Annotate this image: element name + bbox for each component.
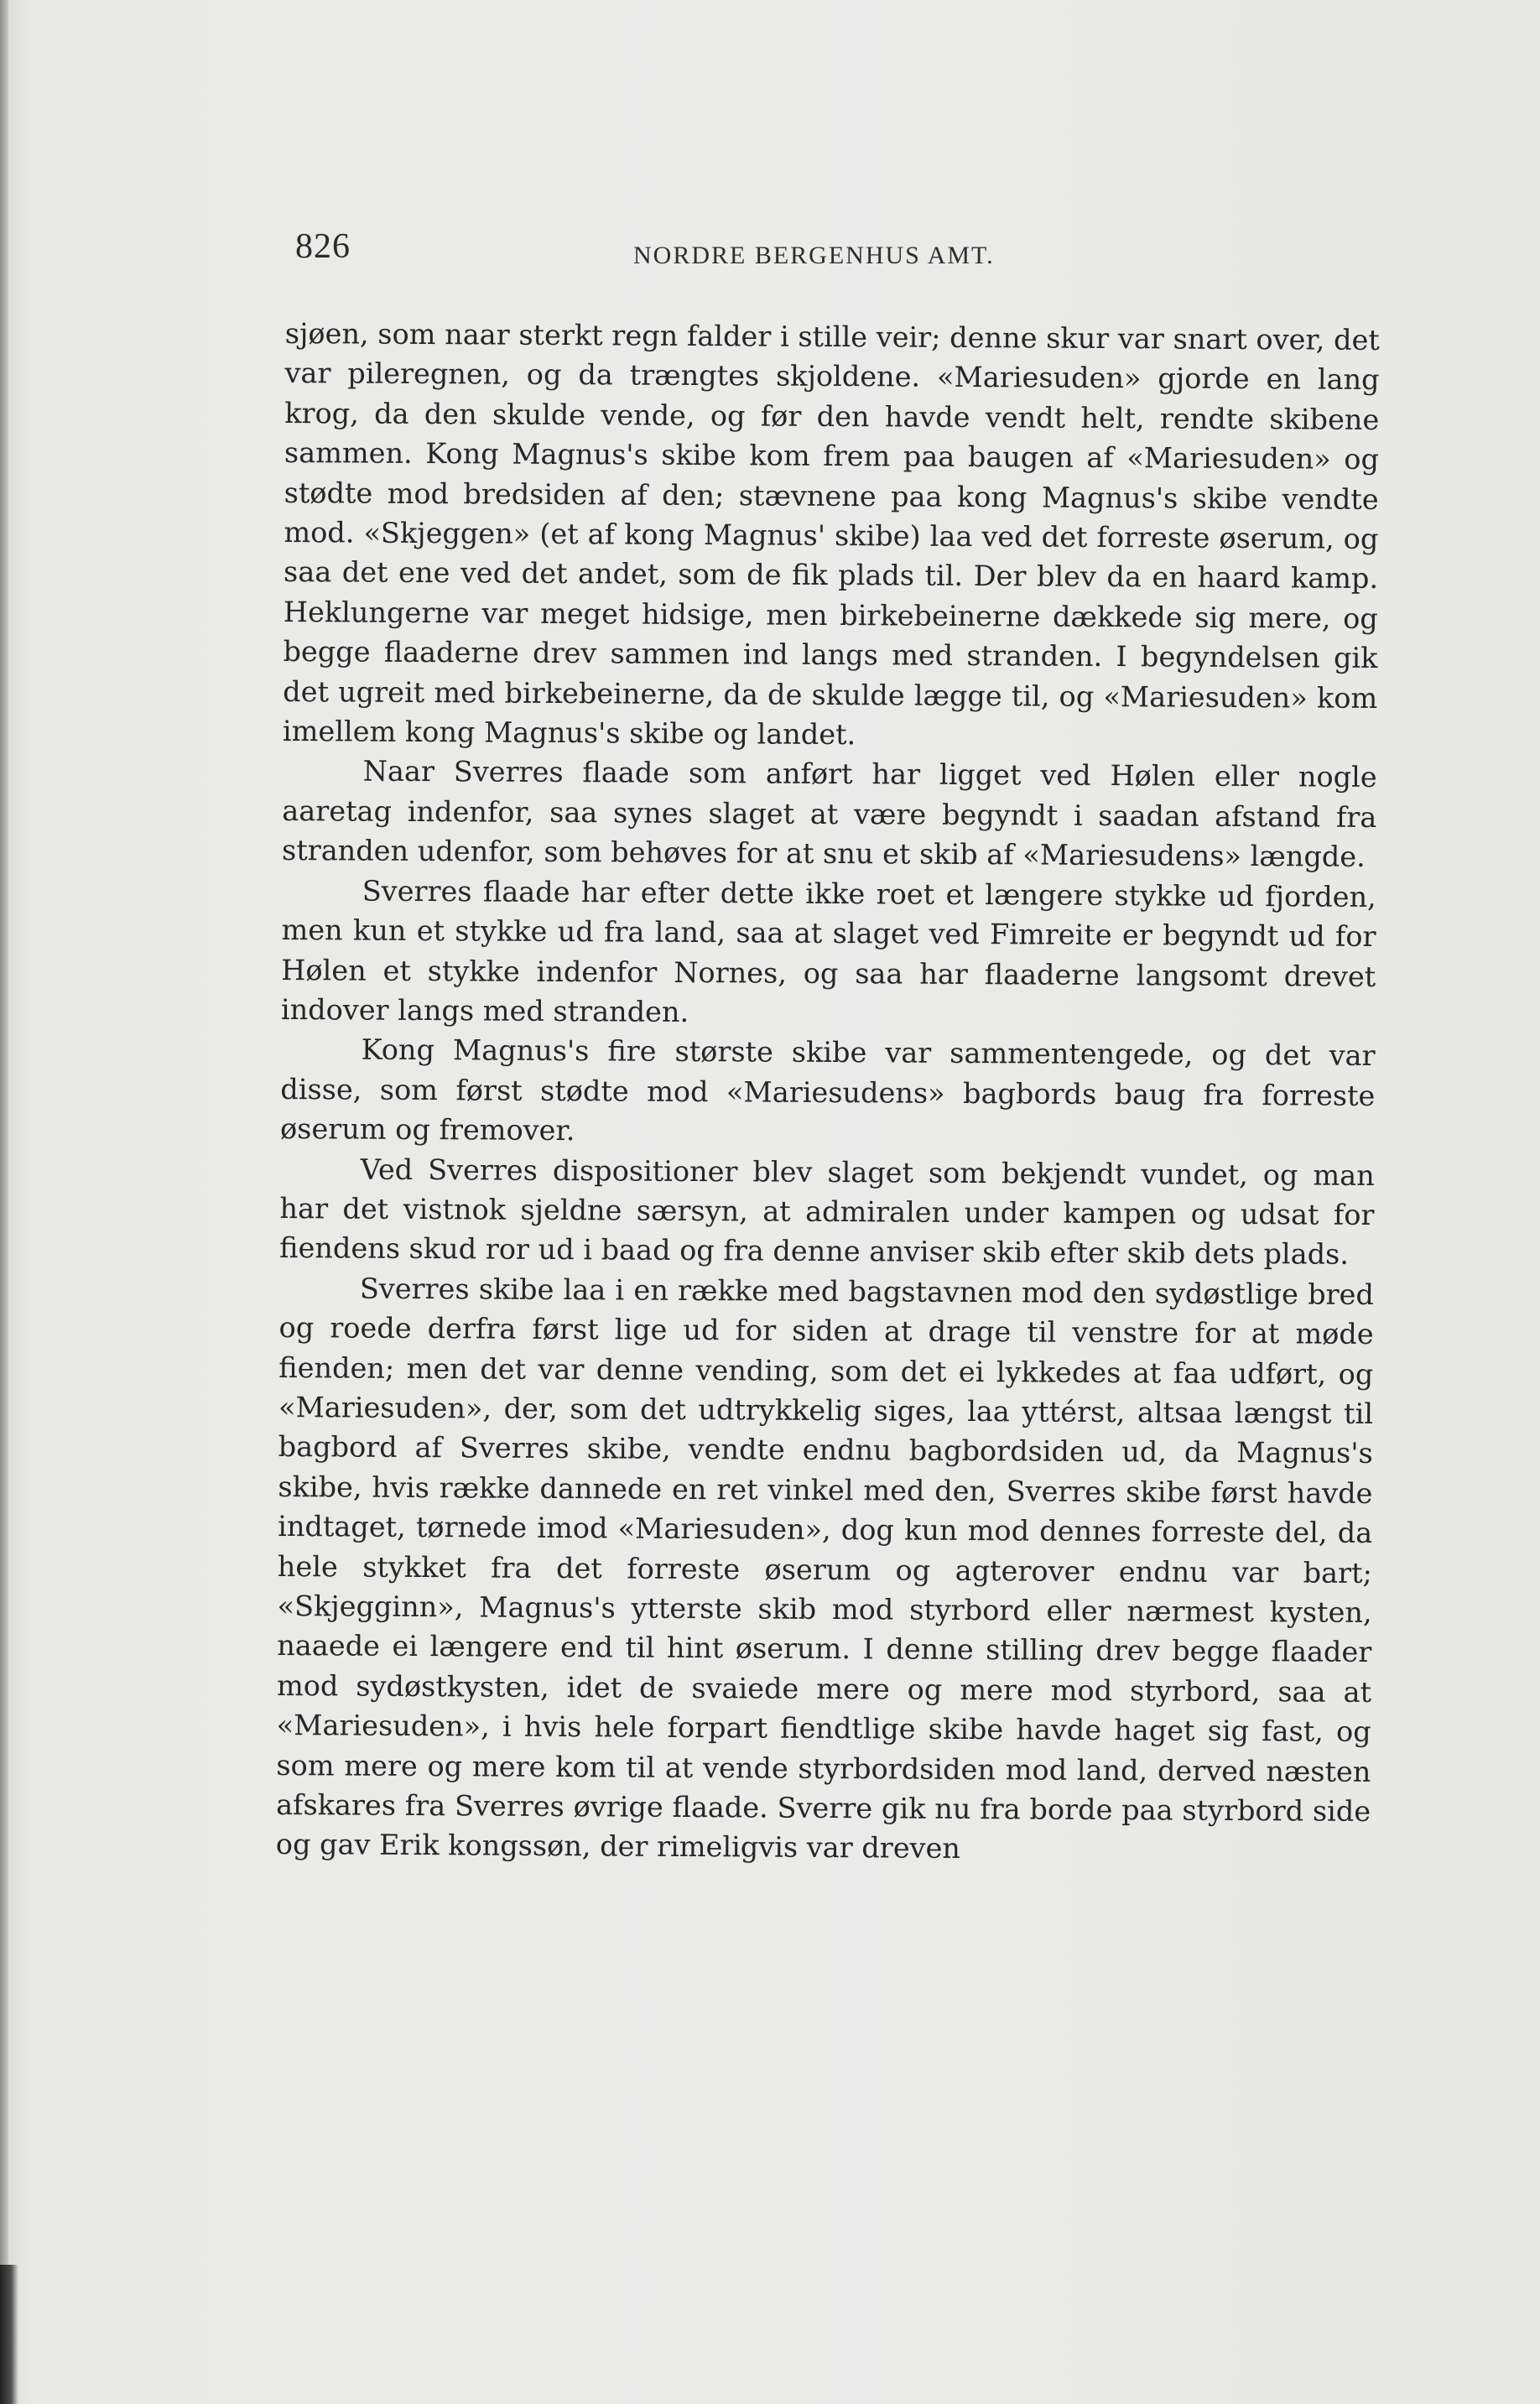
page-edge-shadow bbox=[0, 0, 8, 2404]
page-number: 826 bbox=[295, 227, 351, 266]
paragraph-6: Sverres skibe laa i en række med bagstavnen mod den sydøstlige bred og roede derfra først lige ud for siden at drage til venstre for at møde fienden; men det var denne vending, som det ei lykkedes at faa udført, og «Mariesuden», der, som det udtrykkelig siges, laa yttérst, altsaa længst til bagbord af Sverres skibe, vendte endnu bagbordsiden ud, da Magnus's skibe, hvis række dannede en ret vinkel med den, Sverres skibe først havde indtaget, tørnede imod «Mariesuden», dog kun mod dennes forreste del, da hele stykket fra det forreste øserum og agterover endnu var bart; «Skjegginn», Magnus's ytterste skib mod styrbord eller nærmest kysten, naaede ei længere end til hint øserum. I denne stilling drev begge flaader mod sydøstkysten, idet de svaiede mere og mere mod styrbord, saa at «Mariesuden», i hvis hele forpart fiendtlige skibe havde haget sig fast, og som mere og mere kom til at vende styrbordsiden mod land, derved næsten afskares fra Sverres øvrige flaade. Sverre gik nu fra borde paa styrbord side og gav Erik kongssøn, der rimeligvis var dreven bbox=[275, 1272, 1375, 1865]
body-text bbox=[276, 314, 1380, 1871]
binding-edge-mark bbox=[0, 2265, 18, 2404]
paragraph-5: Ved Sverres dispositioner blev slaget som bekjendt vundet, og man har det vistnok sjeldne særsyn, at admiralen under kampen og udsat for fiendens skud ror ud i baad og fra denne anviser skib efter skib dets plads. bbox=[279, 1153, 1375, 1272]
running-title: NORDRE BERGENHUS AMT. bbox=[633, 242, 995, 269]
paragraph-2: Naar Sverres flaade som anført har ligget ved Hølen eller nogle aaretag indenfor, saa synes slaget at være begyndt i saadan afstand fra stranden udenfor, som behøves for at snu et skib af «Mariesudens» længde. bbox=[281, 755, 1377, 874]
paragraph-3: Sverres flaade har efter dette ikke roet et længere stykke ud fjorden, men kun et stykke ud fra land, saa at slaget ved Fimreite er begyndt ud for Hølen et stykke indenfor Nornes, og saa har flaaderne langsomt drevet indover langs med stranden. bbox=[280, 874, 1376, 1028]
paragraph-4: Kong Magnus's fire største skibe var sammentengede, og det var disse, som først stødte mod «Mariesudens» bagbords baug fra forreste øserum og fremover. bbox=[279, 1033, 1376, 1147]
paragraph-1: sjøen, som naar sterkt regn falder i stille veir; denne skur var snart over, det var pileregnen, og da trængtes skjoldene. «Mariesuden» gjorde en lang krog, da den skulde vende, og før den havde vendt helt, rendte skibene sammen. Kong Magnus's skibe kom frem paa baugen af «Mariesuden» og stødte mod bredsiden af den; stævnene paa kong Magnus's skibe vendte mod. «Skjeggen» (et af kong Magnus' skibe) laa ved det forreste øserum, og saa det ene ved det andet, som de fik plads til. Der blev da en haard kamp. Heklungerne var meget hidsige, men birkebeinerne dækkede sig mere, og begge flaaderne drev sammen ind langs med stranden. I begyndelsen gik det ugreit med birkebeinerne, da de skulde lægge til, og «Mariesuden» kom imellem kong Magnus's skibe og landet. bbox=[282, 316, 1380, 752]
